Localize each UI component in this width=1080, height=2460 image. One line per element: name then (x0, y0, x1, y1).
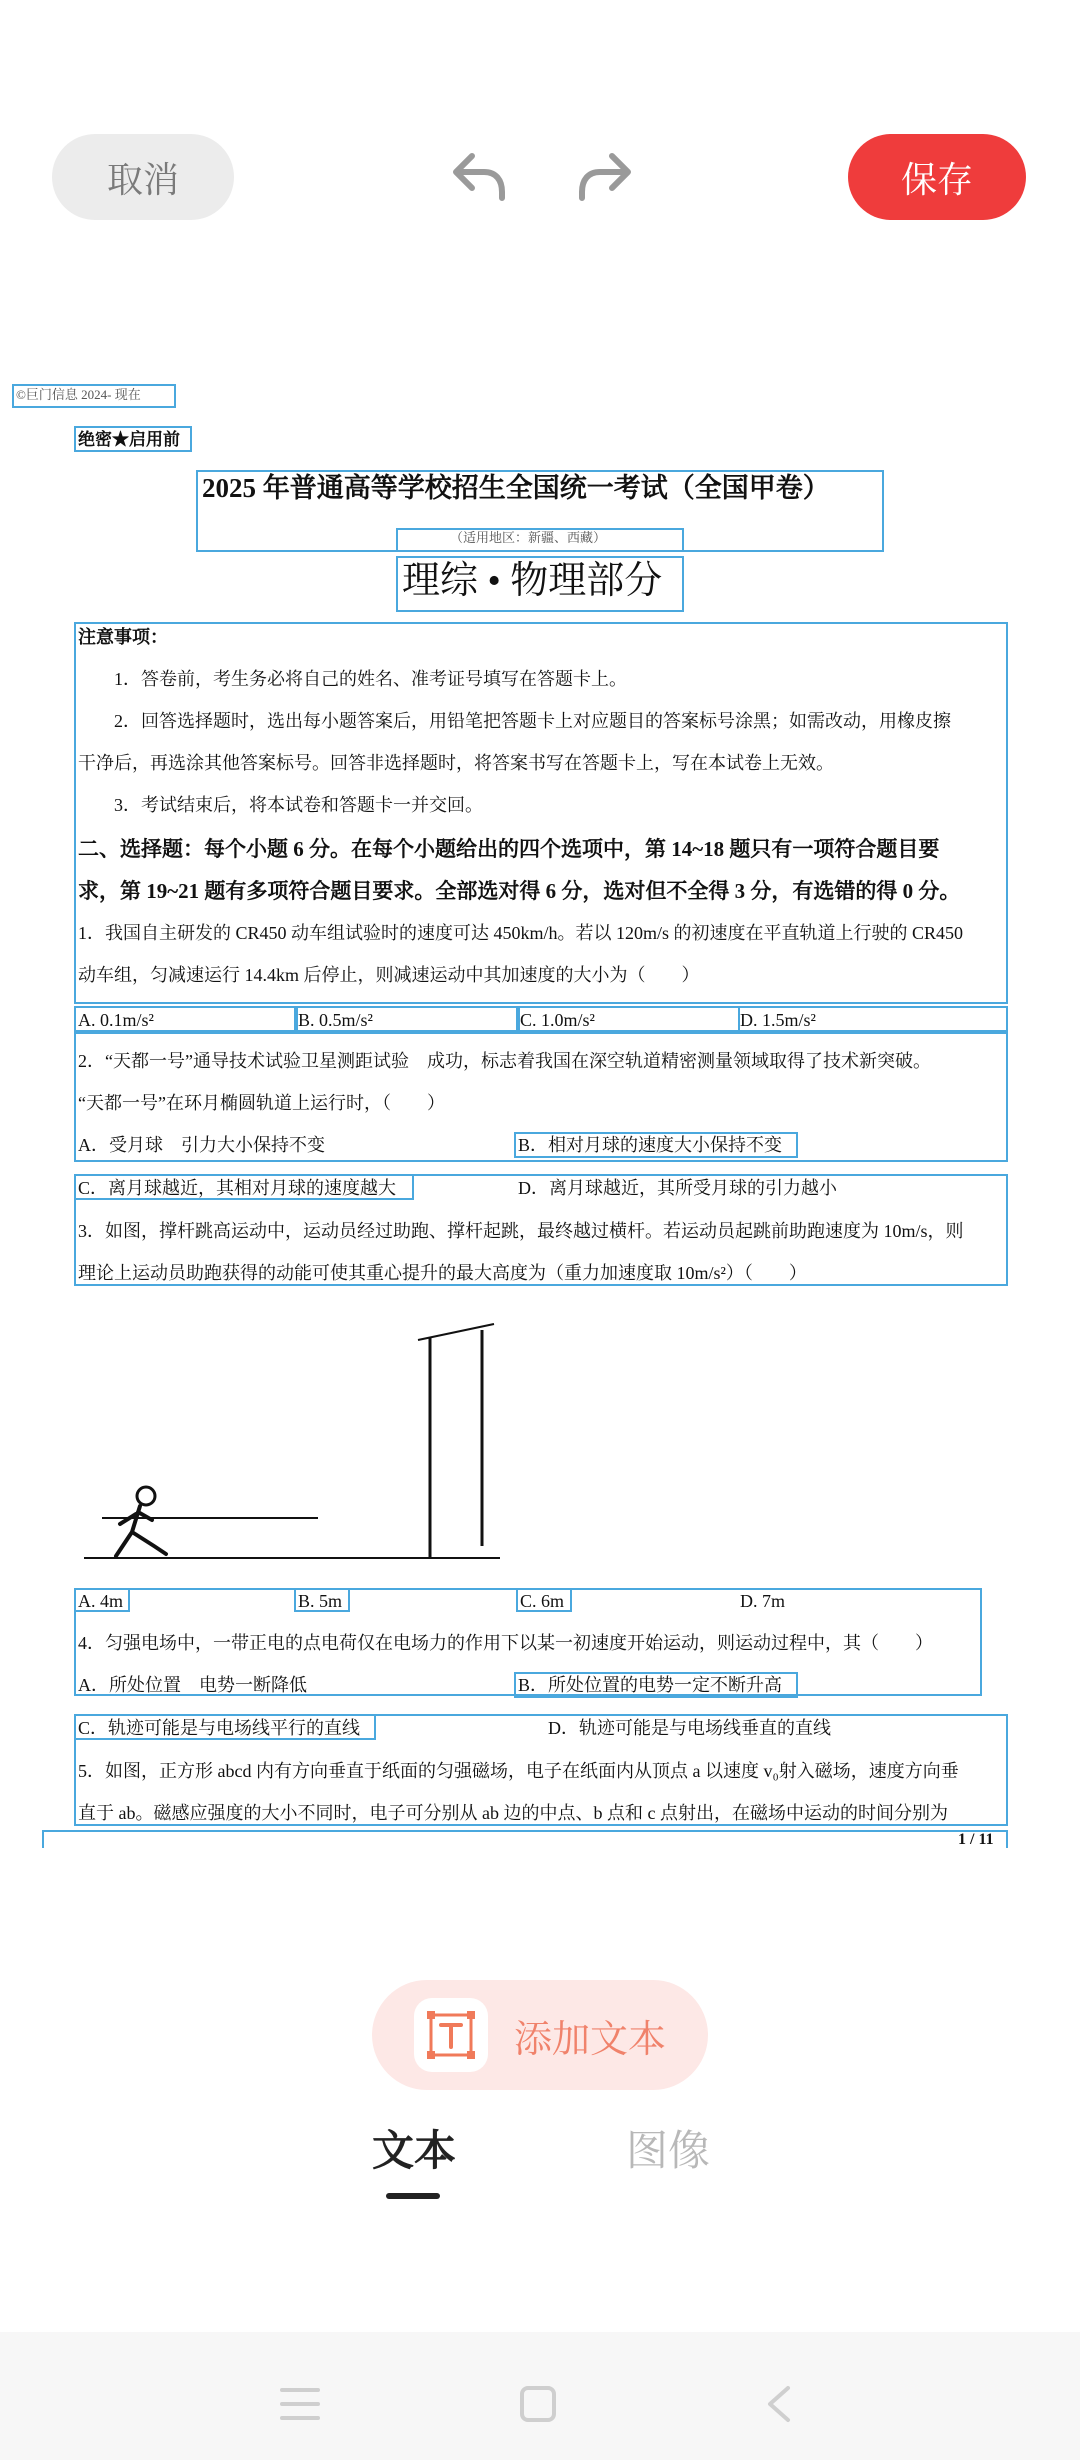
q3-option-a: A. 4m (78, 1591, 123, 1611)
back-icon[interactable] (762, 2384, 794, 2429)
question-2a: 2．“天都一号”通导技术试验卫星测距试验 成功，标志着我国在深空轨道精密测量领域取得了技术新突破。 (78, 1051, 931, 1071)
question-1b: 动车组，匀减速运行 14.4km 后停止，则减速运动中其加速度的大小为（ ） (78, 965, 700, 985)
section-heading-a: 二、选择题：每个小题 6 分。在每个小题给出的四个选项中，第 14~18 题只有一项符合题目要 (78, 837, 940, 861)
secret-tag: 绝密★启用前 (78, 430, 180, 449)
menu-icon[interactable] (278, 2386, 322, 2427)
tab-image[interactable]: 图像 (626, 2126, 711, 2175)
q2-option-d: D．离月球越近，其所受月球的引力越小 (518, 1178, 837, 1198)
question-4: 4．匀强电场中，一带正电的点电荷仅在电场力的作用下以某一初速度开始运动，则运动过程中，其（ ） (78, 1633, 933, 1653)
q3-option-d: D. 7m (740, 1591, 785, 1611)
exam-title: 2025 年普通高等学校招生全国统一考试（全国甲卷） (202, 473, 830, 503)
q2-option-a: A．受月球 引力大小保持不变 (78, 1135, 325, 1155)
page-number: 1 / 11 (958, 1831, 994, 1848)
watermark-text: ©巨门信息 2024- 现在 (16, 387, 141, 402)
add-text-label: 添加文本 (514, 2016, 667, 2061)
q4-option-b: B．所处位置的电势一定不断升高 (518, 1675, 783, 1695)
undo-icon[interactable] (450, 150, 508, 202)
page-footer-box[interactable] (42, 1830, 1008, 1848)
q1-option-d: D. 1.5m/s² (740, 1010, 816, 1030)
q1-option-a: A. 0.1m/s² (78, 1010, 154, 1030)
active-tab-indicator (386, 2193, 440, 2199)
q3-option-c: C. 6m (520, 1591, 565, 1611)
section-heading-b: 求，第 19~21 题有多项符合题目要求。全部选对得 6 分，选对但不全得 3 分，有选错的得 0 分。 (78, 879, 961, 903)
question-3b: 理论上运动员助跑获得的动能可使其重心提升的最大高度为（重力加速度取 10m/s²）（ ） (78, 1263, 807, 1283)
q1-option-b: B. 0.5m/s² (298, 1010, 373, 1030)
add-text-button[interactable] (372, 1980, 708, 2090)
save-button[interactable]: 保存 (848, 134, 1026, 220)
notice-item-3: 3．考试结束后，将本试卷和答题卡一并交回。 (114, 795, 483, 815)
system-nav-bar (0, 2332, 1080, 2460)
q2-option-b: B．相对月球的速度大小保持不变 (518, 1135, 783, 1155)
question-1a: 1．我国自主研发的 CR450 动车组试验时的速度可达 450km/h。若以 120m/s 的初速度在平直轨道上行驶的 CR450 (78, 923, 964, 943)
tab-text[interactable]: 文本 (372, 2126, 457, 2175)
question-5a: 5．如图，正方形 abcd 内有方向垂直于纸面的匀强磁场，电子在纸面内从顶点 a 以速度 v₀射入磁场，速度方向垂 (78, 1761, 959, 1781)
cancel-button[interactable]: 取消 (52, 134, 234, 220)
q3-option-b: B. 5m (298, 1591, 343, 1611)
q1-option-c: C. 1.0m/s² (520, 1010, 595, 1030)
question-5b: 直于 ab。磁感应强度的大小不同时，电子可分别从 ab 边的中点、b 点和 c 点射出，在磁场中运动的时间分别为 (78, 1803, 948, 1823)
redo-icon[interactable] (576, 150, 634, 202)
home-icon[interactable] (518, 2384, 558, 2429)
notice-item-2a: 2．回答选择题时，选出每小题答案后，用铅笔把答题卡上对应题目的答案标号涂黑；如需改动，用橡皮擦 (114, 711, 951, 731)
pole-vault-figure (80, 1310, 510, 1570)
q4-option-d: D．轨迹可能是与电场线垂直的直线 (548, 1718, 831, 1738)
q2-option-c: C．离月球越近，其相对月球的速度越大 (78, 1178, 397, 1198)
notice-heading: 注意事项： (78, 627, 168, 647)
q4-option-c: C．轨迹可能是与电场线平行的直线 (78, 1718, 361, 1738)
subject-title: 理综 • 物理部分 (402, 560, 663, 602)
q4-option-a: A．所处位置 电势一断降低 (78, 1675, 307, 1695)
region-text: （适用地区：新疆、西藏） (450, 530, 607, 545)
notice-item-2b: 干净后，再选涂其他答案标号。回答非选择题时，将答案书写在答题卡上，写在本试卷上无效。 (78, 753, 834, 773)
question-3a: 3．如图，撑杆跳高运动中，运动员经过助跑、撑杆起跳，最终越过横杆。若运动员起跳前助跑速度为 10m/s，则 (78, 1221, 964, 1241)
question-2b: “天都一号”在环月椭圆轨道上运行时，（ ） (78, 1093, 445, 1113)
notice-item-1: 1．答卷前，考生务必将自己的姓名、准考证号填写在答题卡上。 (114, 669, 627, 689)
text-box-icon (414, 1998, 488, 2072)
